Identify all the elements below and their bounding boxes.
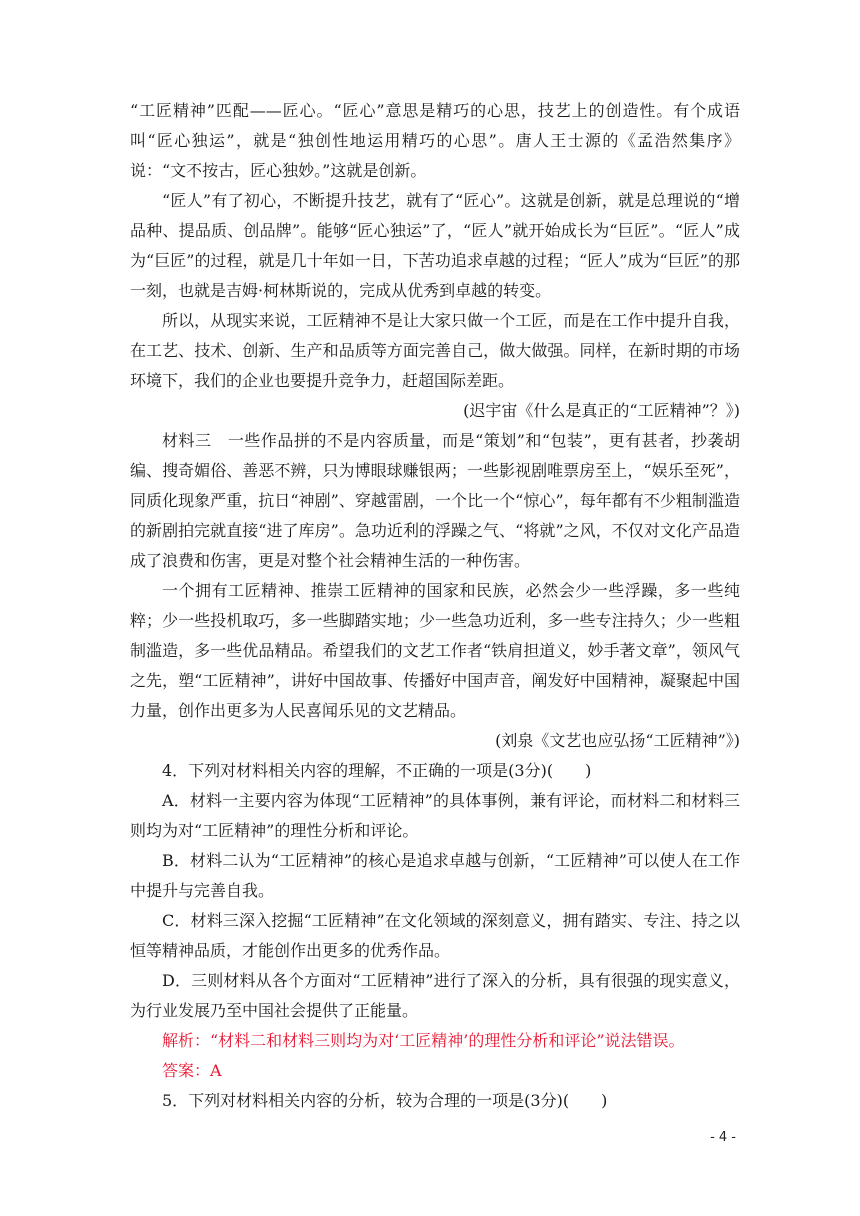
source-citation-1: (迟宇宙《什么是真正的“工匠精神”？》)	[463, 401, 740, 420]
material-3-paragraph-1: 材料三 一些作品拼的不是内容质量，而是“策划”和“包装”，更有甚者，抄袭胡编、搜奇媚俗、善恶不辨，只为博眼球赚银两；一些影视剧唯票房至上，“娱乐至死”，同质化现象严重，抗日“神剧”、穿越雷剧，一个比一个“惊心”，每年都有不少粗制滥造的新剧拍完就直接“进了库房”。急功近利的浮躁之气、“将就”之风，不仅对文化产品造成了浪费和伤害，更是对整个社会精神生活的一种伤害。	[130, 431, 740, 570]
question-4-stem: 4．下列对材料相关内容的理解，不正确的一项是(3分)( )	[162, 761, 592, 780]
paragraph-reality: 所以，从现实来说，工匠精神不是让大家只做一个工匠，而是在工作中提升自我，在工艺、技术、创新、生产和品质等方面完善自己，做大做强。同样，在新时期的市场环境下，我们的企业也要提升竞争力，赶超国际差距。	[130, 311, 740, 390]
question-4-analysis: 解析：“材料二和材料三则均为对‘工匠精神’的理性分析和评论”说法错误。	[162, 1031, 685, 1050]
question-5-stem: 5．下列对材料相关内容的分析，较为合理的一项是(3分)( )	[162, 1091, 608, 1110]
question-4-option-d: D．三则材料从各个方面对“工匠精神”进行了深入的分析，具有很强的现实意义，为行业发展乃至中国社会提供了正能量。	[130, 971, 740, 1020]
paragraph-innovation: “匠人”有了初心，不断提升技艺，就有了“匠心”。这就是创新，就是总理说的“增品种、提品质、创品牌”。能够“匠心独运”了，“匠人”就开始成长为“巨匠”。“匠人”成为“巨匠”的过程，就是几十年如一日，下苦功追求卓越的过程；“匠人”成为“巨匠”的那一刻，也就是吉姆·柯林斯说的，完成从优秀到卓越的转变。	[130, 191, 740, 300]
question-4-option-a: A．材料一主要内容为体现“工匠精神”的具体事例，兼有评论，而材料二和材料三则均为对“工匠精神”的理性分析和评论。	[130, 791, 740, 840]
document-page	[130, 96, 740, 1116]
question-4-answer: 答案：A	[162, 1061, 222, 1080]
paragraph-craftsman-heart: “工匠精神”匹配——匠心。“匠心”意思是精巧的心思，技艺上的创造性。有个成语叫“匠心独运”，就是“独创性地运用精巧的心思”。唐人王士源的《孟浩然集序》说：“文不按古，匠心独妙。”这就是创新。	[130, 101, 740, 180]
question-4-option-c: C．材料三深入挖掘“工匠精神”在文化领域的深刻意义，拥有踏实、专注、持之以恒等精神品质，才能创作出更多的优秀作品。	[130, 911, 740, 960]
source-citation-2: (刘泉《文艺也应弘扬“工匠精神”》)	[495, 731, 740, 750]
material-3-paragraph-2: 一个拥有工匠精神、推崇工匠精神的国家和民族，必然会少一些浮躁，多一些纯粹；少一些投机取巧，多一些脚踏实地；少一些急功近利，多一些专注持久；少一些粗制滥造，多一些优品精品。希望我们的文艺工作者“铁肩担道义，妙手著文章”，领风气之先，塑“工匠精神”，讲好中国故事、传播好中国声音，阐发好中国精神，凝聚起中国力量，创作出更多为人民喜闻乐见的文艺精品。	[130, 581, 740, 720]
page-number: - 4 -	[710, 1130, 736, 1145]
question-4-option-b: B．材料二认为“工匠精神”的核心是追求卓越与创新，“工匠精神”可以使人在工作中提升与完善自我。	[130, 851, 740, 900]
